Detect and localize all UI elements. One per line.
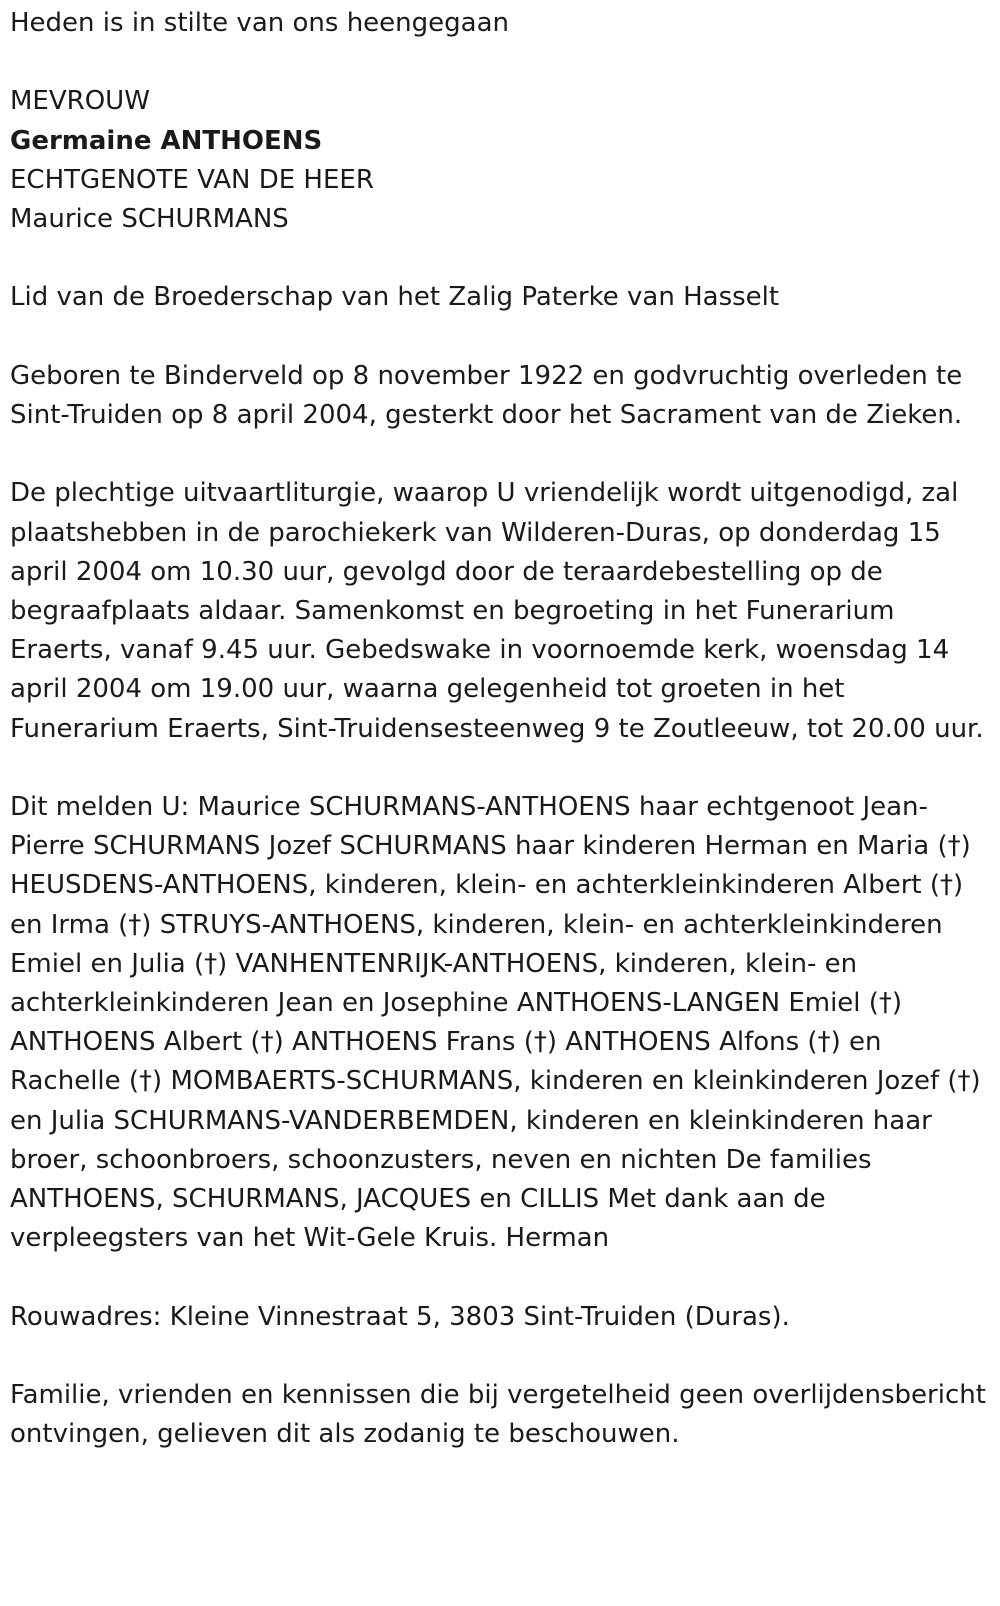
person-name: Germaine ANTHOENS xyxy=(10,125,323,156)
family-text: Dit melden U: Maurice SCHURMANS-ANTHOENS haar echtgenoot Jean-Pierre SCHURMANS Jozef SCHURMANS haar kinderen Herman en Maria (†) HEUSDENS-ANTHOENS, kinderen, klein- en achterkleinkinderen Albert (†) en Irma (†) STRUYS-ANTHOENS, kinderen, klein- en achterkleinkinderen Emiel en Julia (†) VANHENTENRIJK-ANTHOENS, kinderen, klein- en achterkleinkinderen Jean en Josephine ANTHOENS-LANGEN Emiel (†) ANTHOENS Albert (†) ANTHOENS Frans (†) ANTHOENS Alfons (†) en Rachelle (†) MOMBAERTS-SCHURMANS, kinderen en kleinkinderen Jozef (†) en Julia SCHURMANS-VANDERBEMDEN, kinderen en kleinkinderen haar broer, schoonbroers, schoonzusters, neven en nichten De families ANTHOENS, SCHURMANS, JACQUES en CILLIS Met dank aan de verpleegsters van het Wit-Gele Kruis. Herman xyxy=(10,791,981,1254)
closing-text: Familie, vrienden en kennissen die bij vergetelheid geen overlijdensbericht ontvingen, gelieven dit als zodanig te beschouwen. xyxy=(10,1380,986,1450)
person-title: MEVROUW xyxy=(10,86,150,117)
birth-death-text: Geboren te Binderveld op 8 november 1922 en godvruchtig overleden te Sint-Truiden op 8 april 2004, gesterkt door het Sacrament van de Zieken. xyxy=(10,360,963,430)
spouse-name: Maurice SCHURMANS xyxy=(10,204,289,234)
membership-text: Lid van de Broederschap van het Zalig Paterke van Hasselt xyxy=(10,282,780,313)
person-relation: ECHTGENOTE VAN DE HEER xyxy=(10,164,374,195)
address-text: Rouwadres: Kleine Vinnestraat 5, 3803 Sint-Truiden (Duras). xyxy=(10,1301,790,1332)
person-block xyxy=(10,82,990,239)
intro-text: Heden is in stilte van ons heengegaan xyxy=(10,8,509,38)
ceremony-text: De plechtige uitvaartliturgie, waarop U vriendelijk wordt uitgenodigd, zal plaatshebben in de parochiekerk van Wilderen-Duras, op donderdag 15 april 2004 om 10.30 uur, gevolgd door de teraardebestelling op de begraafplaats aldaar. Samenkomst en begroeting in het Funerarium Eraerts, vanaf 9.45 uur. Gebedswake in voornoemde kerk, woensdag 14 april 2004 om 19.00 uur, waarna gelegenheid tot groeten in het Funerarium Eraerts, Sint-Truidensesteenweg 9 te Zoutleeuw, tot 20.00 uur. xyxy=(10,478,984,744)
